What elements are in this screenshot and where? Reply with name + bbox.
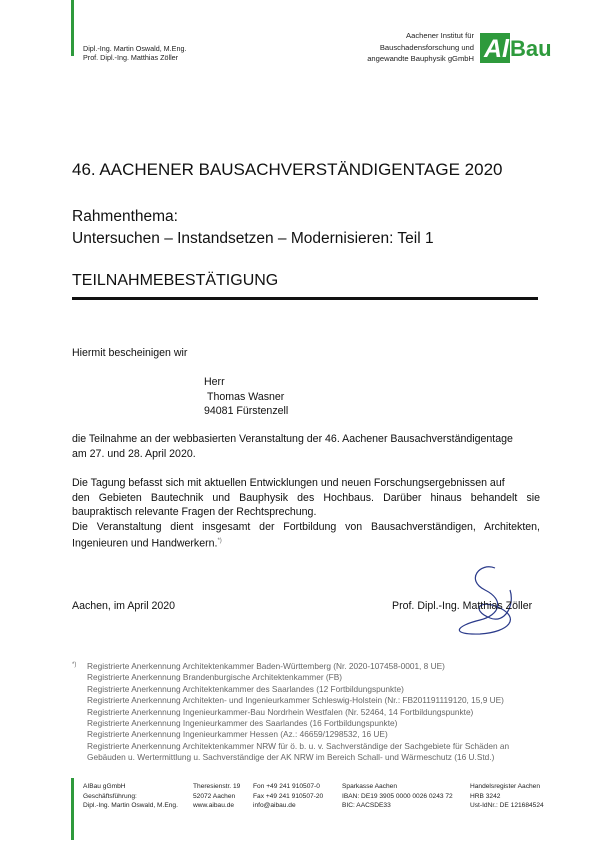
header-names (83, 44, 186, 62)
recipient-salutation: Herr (204, 376, 225, 388)
paragraph-2 (72, 476, 540, 551)
footnote-item: Registrierte Anerkennung Architektenkammer des Saarlandes (12 Fortbildungspunkte) (87, 683, 404, 694)
institute-line-2: Bauschadensforschung und (379, 42, 474, 52)
footer-line: BIC: AACSDE33 (342, 802, 391, 810)
footnote-item: Registrierte Anerkennung Ingenieurkammer des Saarlandes (16 Fortbildungspunkte) (87, 718, 398, 729)
institute-line-1: Aachener Institut für (406, 31, 474, 40)
footer-line: HRB 3242 (470, 792, 501, 800)
footnote-item: Registrierte Anerkennung Architektenkammer NRW für ö. b. u. v. Sachverständige der Sachgebiete für Schäden an (87, 740, 510, 751)
footnotes-list (87, 661, 509, 764)
heading-rule (72, 297, 538, 300)
footer-bank (342, 782, 453, 811)
footer-address (193, 782, 240, 811)
footnote-item: Gebäuden u. Wertermittlung u. Sachverständige der AK NRW im Bereich Schall- und Wärmeschutz (16 U.Std.) (87, 752, 495, 763)
footnote-item: Registrierte Anerkennung Architekten- und Ingenieurkammer Schleswig-Holstein (Nr.: FB201191119120, 15,9 UE) (87, 695, 504, 706)
paragraph-1 (72, 432, 540, 461)
header-name-1: Dipl.-Ing. Martin Oswald, M.Eng. (83, 44, 187, 53)
aibau-logo: Al Bau (480, 33, 544, 63)
paragraph-line: Die Tagung befasst sich mit aktuellen Entwicklungen und neuen Forschungsergebnissen auf (72, 477, 505, 489)
paragraph-line: den Gebieten Bautechnik und Bauphysik des Hochbaus. Darüber hinaus behandelt sie baupraktisch relevante Fragen der Rechtsprechung. (72, 491, 540, 518)
footer-email: info@aibau.de (253, 802, 296, 810)
theme-label: Rahmenthema: (72, 208, 178, 225)
footnote-mark: *) (72, 662, 77, 668)
event-title: 46. AACHENER BAUSACHVERSTÄNDIGENTAGE 2020 (72, 160, 503, 179)
footnote-item: Registrierte Anerkennung Ingenieurkammer-Bau Nordrhein Westfalen (Nr. 52464, 14 Fortbildungspunkte) (87, 706, 474, 717)
footer-line: 52072 Aachen (193, 792, 236, 800)
footer-website: www.aibau.de (193, 802, 235, 810)
footer-line: Fon +49 241 910507-0 (253, 783, 320, 790)
footer-line: Ust-IdNr.: DE 121684524 (470, 802, 544, 810)
footer-register (470, 782, 544, 811)
footer-line: Theresienstr. 19 (193, 783, 241, 790)
footer-line: Sparkasse Aachen (342, 783, 397, 790)
institute-name (367, 30, 474, 65)
footnote-item: Registrierte Anerkennung Brandenburgische Architektenkammer (FB) (87, 672, 343, 683)
signatory-name: Prof. Dipl.-Ing. Matthias Zöller (392, 600, 533, 612)
paragraph-line: am 27. und 28. April 2020. (72, 447, 196, 460)
footnote-item: Registrierte Anerkennung Architektenkammer Baden-Württemberg (Nr. 2020-107458-0001, 8 UE) (87, 661, 445, 671)
footer-line: Geschäftsführung: (83, 792, 137, 800)
footer-line: Fax +49 241 910507-20 (253, 792, 324, 800)
paragraph-line: die Teilnahme an der webbasierten Veranstaltung der 46. Aachener Bausachverständigentage (72, 433, 513, 445)
intro-text: Hiermit bescheinigen wir (72, 347, 188, 359)
footer-contact (253, 782, 323, 811)
footer-company (83, 782, 178, 811)
theme (72, 206, 434, 250)
footer-line: AIBau gGmbH (83, 783, 126, 790)
institute-line-3: angewandte Bauphysik gGmbH (367, 54, 474, 63)
footnote-item: Registrierte Anerkennung Ingenieurkammer Hessen (Az.: 46659/1298532, 16 UE) (87, 729, 388, 740)
recipient-address: 94081 Fürstenzell (204, 405, 289, 417)
footer-line: Dipl.-Ing. Martin Oswald, M.Eng. (83, 802, 178, 810)
paragraph-text: Die Veranstaltung dient insgesamt der Fortbildung von Bausachverständigen, Architekten, Ingenieuren und Handwerkern. (72, 520, 540, 550)
recipient-name: Thomas Wasner (207, 390, 285, 403)
footer-line: IBAN: DE19 3905 0000 0026 0243 72 (342, 792, 453, 800)
green-accent-line-bottom (71, 778, 74, 840)
document-heading: TEILNAHMEBESTÄTIGUNG (72, 272, 279, 289)
theme-text: Untersuchen – Instandsetzen – Modernisieren: Teil 1 (72, 230, 434, 247)
header-name-2: Prof. Dipl.-Ing. Matthias Zöller (83, 53, 179, 62)
green-accent-line-top (71, 0, 74, 56)
footnote-marker: *) (217, 538, 222, 544)
footer-line: Handelsregister Aachen (470, 783, 541, 790)
place-date: Aachen, im April 2020 (72, 600, 176, 612)
recipient-block (204, 375, 288, 419)
paragraph-line (72, 520, 540, 552)
